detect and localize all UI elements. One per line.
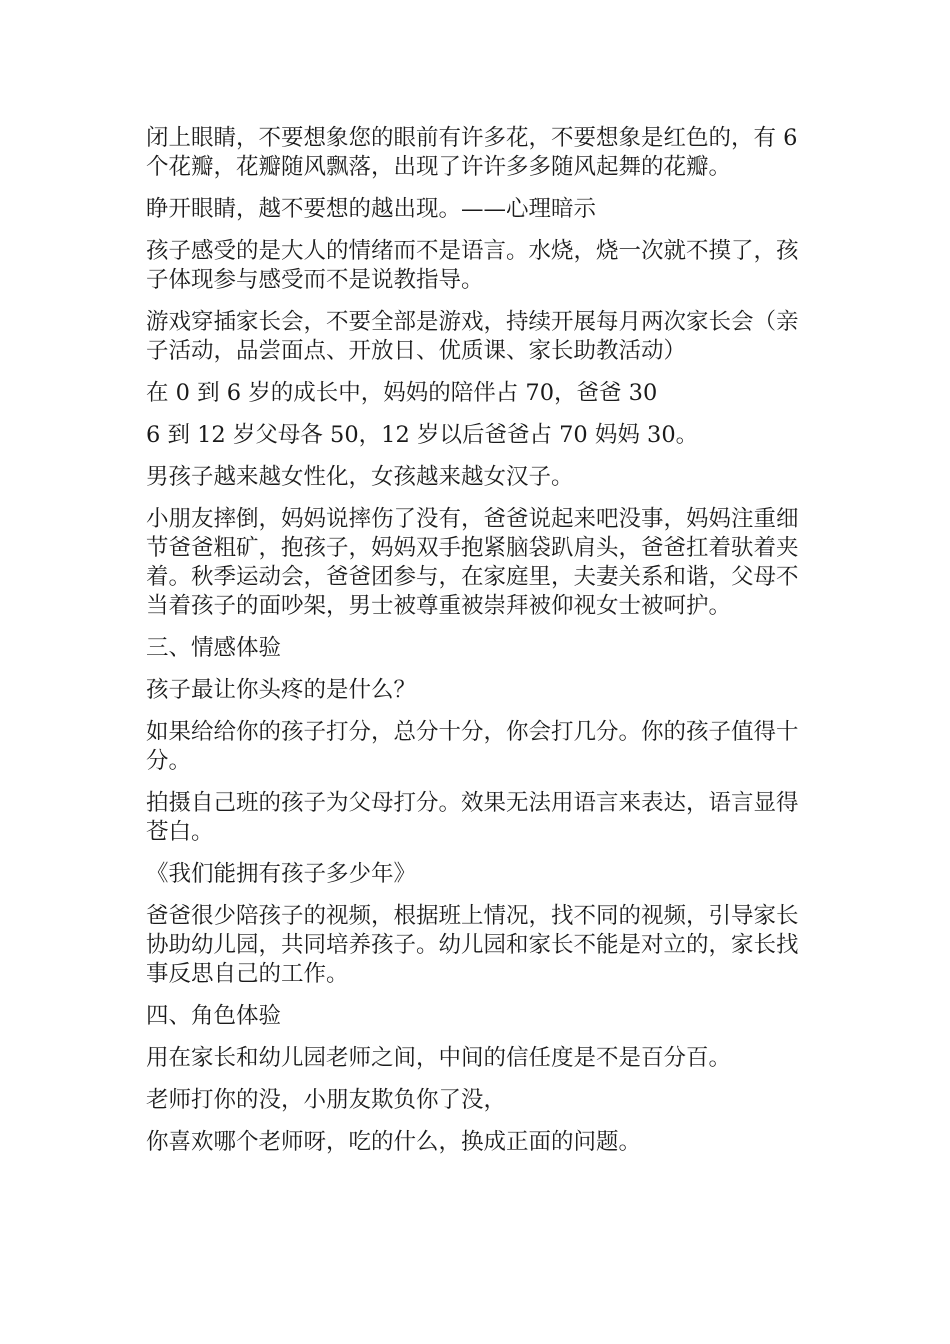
paragraph-child-feelings: 孩子感受的是大人的情绪而不是语言。水烧，烧一次就不摸了，孩子体现参与感受而不是说教指导。 <box>146 238 799 293</box>
paragraph-score-child: 如果给给你的孩子打分，总分十分，你会打几分。你的孩子值得十分。 <box>146 719 799 774</box>
paragraph-falling-child: 小朋友摔倒，妈妈说摔伤了没有，爸爸说起来吧没事，妈妈注重细节爸爸粗矿，抱孩子，妈妈双手抱紧脑袋趴肩头，爸爸扛着驮着夹着。秋季运动会，爸爸团参与，在家庭里，夫妻关系和谐，父母不当着孩子的面吵架，男士被尊重被崇拜被仰视女士被呵护。 <box>146 506 799 619</box>
paragraph-age-0-6: 在 0 到 6 岁的成长中，妈妈的陪伴占 70，爸爸 30 <box>146 380 658 406</box>
paragraph-trust: 用在家长和幼儿园老师之间，中间的信任度是不是百分百。 <box>146 1045 732 1071</box>
paragraph-father-video: 爸爸很少陪孩子的视频，根据班上情况，找不同的视频，引导家长协助幼儿园，共同培养孩子。幼儿园和家长不能是对立的，家长找事反思自己的工作。 <box>146 903 799 987</box>
document-body <box>146 124 816 1170</box>
paragraph-age-6-12: 6 到 12 岁父母各 50，12 岁以后爸爸占 70 妈妈 30。 <box>146 422 699 448</box>
paragraph-parent-meetings: 游戏穿插家长会，不要全部是游戏，持续开展每月两次家长会（亲子活动，品尝面点、开放日、优质课、家长助教活动） <box>146 309 799 364</box>
paragraph-imagine-flowers: 闭上眼睛，不要想象您的眼前有许多花，不要想象是红色的，有 6 个花瓣，花瓣随风飘落，出现了许许多多随风起舞的花瓣。 <box>146 125 798 180</box>
paragraph-video-title: 《我们能拥有孩子多少年》 <box>146 861 417 887</box>
paragraph-score-parents: 拍摄自己班的孩子为父母打分。效果无法用语言来表达，语言显得苍白。 <box>146 790 799 845</box>
paragraph-positive-questions: 你喜欢哪个老师呀，吃的什么，换成正面的问题。 <box>146 1129 642 1155</box>
paragraph-open-eyes: 睁开眼睛，越不要想的越出现。——心理暗示 <box>146 196 597 222</box>
paragraph-gender-trend: 男孩子越来越女性化，女孩越来越女汉子。 <box>146 464 574 490</box>
section-heading-emotional-experience: 三、情感体验 <box>146 635 282 661</box>
paragraph-headache-question: 孩子最让你头疼的是什么？ <box>146 677 417 703</box>
paragraph-negative-questions: 老师打你的没，小朋友欺负你了没， <box>146 1087 507 1113</box>
section-heading-role-experience: 四、角色体验 <box>146 1003 282 1029</box>
